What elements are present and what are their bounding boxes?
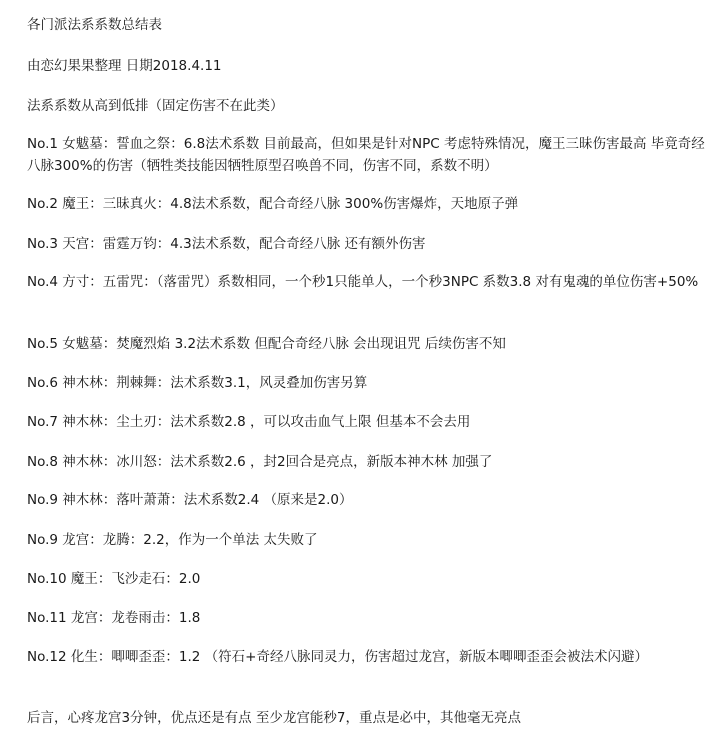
entry-no3: No.3 天宫：雷霆万钧：4.3法术系数，配合奇经八脉 还有额外伤害 (27, 236, 426, 252)
document-title: 各门派法系系数总结表 (27, 17, 162, 33)
entry-no7: No.7 神木林：尘土刃：法术系数2.8 ，可以攻击血气上限 但基本不会去用 (27, 414, 471, 430)
entry-no9-longgong: No.9 龙宫：龙腾：2.2，作为一个单法 太失败了 (27, 532, 318, 548)
entry-no9-shenmulin: No.9 神木林：落叶萧萧：法术系数2.4 （原来是2.0） (27, 492, 353, 508)
author-line: 由恋幻果果整理 日期2018.4.11 (27, 58, 222, 74)
entry-no12: No.12 化生：唧唧歪歪：1.2 （符石+奇经八脉同灵力，伤害超过龙宫，新版本唧唧歪歪会被法术闪避） (27, 649, 648, 665)
entry-no11: No.11 龙宫：龙卷雨击：1.8 (27, 610, 201, 626)
entry-no1: No.1 女魃墓：誓血之祭：6.8法术系数 目前最高，但如果是针对NPC 考虑特殊情况，魔王三昧伤害最高 毕竟奇经八脉300%的伤害（牺牲类技能因牺牲原型召唤兽不同，伤害不同，系数不明） (27, 136, 705, 174)
afterword: 后言，心疼龙宫3分钟，优点还是有点 至少龙宫能秒7，重点是必中，其他毫无亮点 (27, 710, 521, 726)
entry-no2: No.2 魔王：三昧真火：4.8法术系数，配合奇经八脉 300%伤害爆炸，天地原子弹 (27, 196, 519, 212)
entry-no6: No.6 神木林：荆棘舞：法术系数3.1，风灵叠加伤害另算 (27, 375, 368, 391)
entry-no4: No.4 方寸：五雷咒：（落雷咒）系数相同，一个秒1只能单人，一个秒3NPC 系数3.8 对有鬼魂的单位伤害+50% (27, 274, 699, 290)
intro-line: 法系系数从高到低排（固定伤害不在此类） (27, 98, 284, 114)
entry-no8: No.8 神木林：冰川怒：法术系数2.6 ，封2回合是亮点，新版本神木林 加强了 (27, 454, 493, 470)
entry-no10: No.10 魔王：飞沙走石：2.0 (27, 571, 201, 587)
entry-no5: No.5 女魃墓：焚魔烈焰 3.2法术系数 但配合奇经八脉 会出现诅咒 后续伤害不知 (27, 336, 506, 352)
